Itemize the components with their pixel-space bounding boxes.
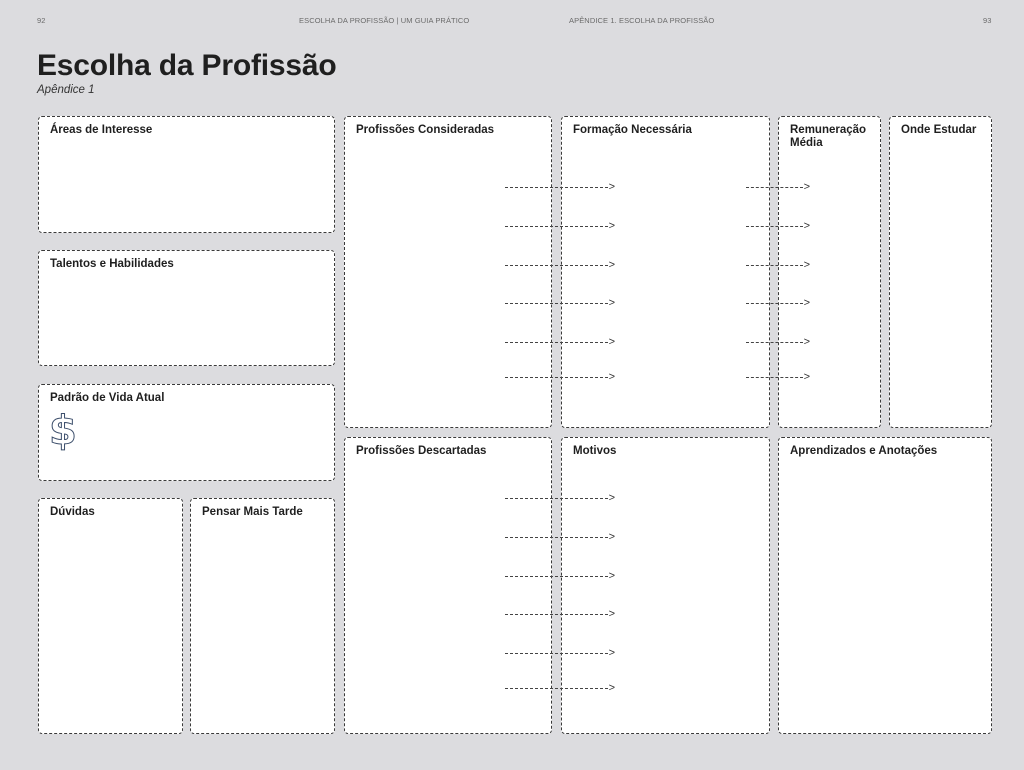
talentos-habilidades-label: Talentos e Habilidades: [50, 258, 174, 270]
profissoes-consideradas-label: Profissões Consideradas: [356, 124, 495, 136]
areas-interesse-label: Áreas de Interesse: [50, 124, 153, 136]
dashed-arrow-icon: >: [746, 300, 810, 308]
motivos-label: Motivos: [573, 445, 617, 457]
dashed-arrow-icon: >: [505, 534, 615, 542]
duvidas-label: Dúvidas: [50, 506, 95, 518]
pensar-mais-tarde-label: Pensar Mais Tarde: [202, 506, 303, 518]
pensar-mais-tarde-box[interactable]: [190, 498, 335, 734]
left-running-title: ESCOLHA DA PROFISSÃO | UM GUIA PRÁTICO: [299, 16, 470, 25]
dashed-arrow-icon: >: [505, 374, 615, 382]
dashed-arrow-icon: >: [505, 300, 615, 308]
remuneracao-media-label: Remuneração Média: [790, 124, 867, 149]
right-page-number: 93: [983, 16, 992, 25]
dollar-sign-icon: $: [49, 408, 77, 454]
dashed-arrow-icon: >: [746, 374, 810, 382]
onde-estudar-label: Onde Estudar: [901, 124, 977, 136]
aprendizados-anotacoes-label: Aprendizados e Anotações: [790, 445, 938, 457]
right-running-title: APÊNDICE 1. ESCOLHA DA PROFISSÃO: [569, 16, 715, 25]
padrao-vida-label: Padrão de Vida Atual: [50, 392, 165, 404]
dashed-arrow-icon: >: [505, 495, 615, 503]
dashed-arrow-icon: >: [505, 573, 615, 581]
dashed-arrow-icon: >: [746, 223, 810, 231]
talentos-habilidades-box[interactable]: [38, 250, 335, 366]
dashed-arrow-icon: >: [505, 223, 615, 231]
onde-estudar-box[interactable]: [889, 116, 992, 428]
page-title: Escolha da Profissão: [37, 49, 337, 82]
dashed-arrow-icon: >: [505, 339, 615, 347]
dashed-arrow-icon: >: [505, 650, 615, 658]
dashed-arrow-icon: >: [505, 611, 615, 619]
areas-interesse-box[interactable]: [38, 116, 335, 233]
left-page-number: 92: [37, 16, 46, 25]
dashed-arrow-icon: >: [746, 262, 810, 270]
duvidas-box[interactable]: [38, 498, 183, 734]
dashed-arrow-icon: >: [505, 262, 615, 270]
dashed-arrow-icon: >: [746, 184, 810, 192]
aprendizados-anotacoes-box[interactable]: [778, 437, 992, 734]
padrao-vida-box[interactable]: [38, 384, 335, 481]
dashed-arrow-icon: >: [505, 184, 615, 192]
dashed-arrow-icon: >: [746, 339, 810, 347]
dashed-arrow-icon: >: [505, 685, 615, 693]
formacao-necessaria-label: Formação Necessária: [573, 124, 692, 136]
page-subtitle: Apêndice 1: [37, 84, 95, 96]
profissoes-descartadas-label: Profissões Descartadas: [356, 445, 487, 457]
